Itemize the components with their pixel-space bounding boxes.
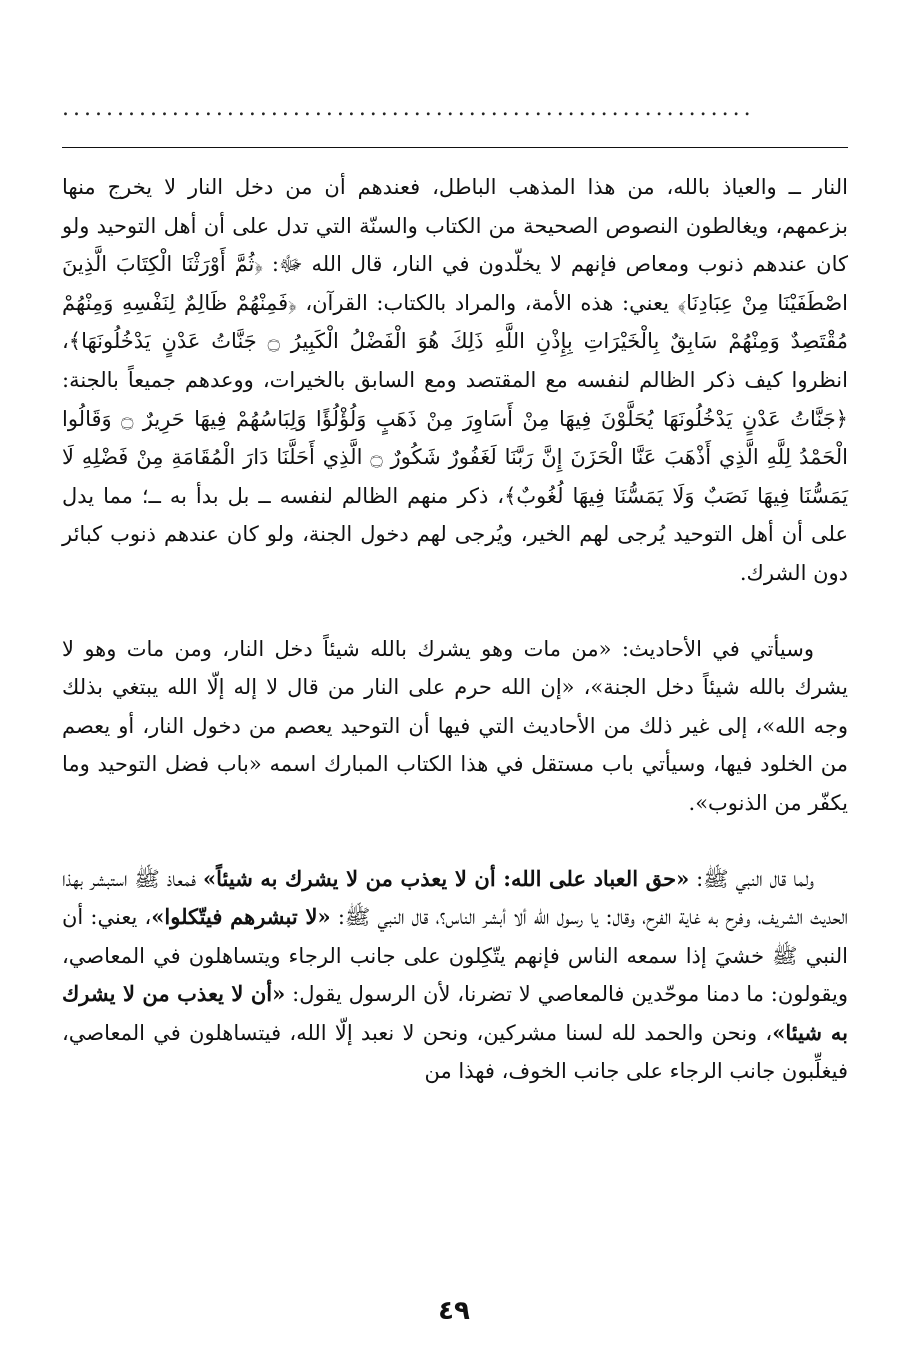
paragraph-3 [62,860,848,1092]
quran-verse-3: ﴿جَنَّاتُ عَدْنٍ يَدْخُلُونَهَا يُحَلَّوْنَ فِيهَا مِنْ أَسَاوِرَ مِنْ ذَهَبٍ وَلُؤْلُؤًا وَلِبَاسُهُمْ فِيهَا حَرِيرٌ ۝ وَقَالُوا الْحَمْدُ لِلَّهِ الَّذِي أَذْهَبَ عَنَّا الْحَزَنَ إِنَّ رَبَّنَا لَغَفُورٌ شَكُورٌ ۝ الَّذِي أَحَلَّنَا دَارَ الْمُقَامَةِ مِنْ فَضْلِهِ لَا يَمَسُّنَا فِيهَا نَصَبٌ وَلَا يَمَسُّنَا فِيهَا لُغُوبٌ﴾ [62,406,848,508]
paragraph-1-text-a: النار ــ والعياذ بالله، من هذا المذهب الباطل، فعندهم أن من دخل النار لا يخرج منها بزعمهم، ويغالطون النصوص الصحيحة من الكتاب والسنّة التي تدل على أن أهل التوحيد ولو كان عندهم ذنوب ومعاص فإنهم لا يخلّدون في النار، قال الله ﷻ: [62,175,848,277]
paragraph-3-text-d: ، يعني: أن النبي ﷺ خشيَ إذا سمعه الناس فإنهم يتّكِلون على جانب الرجاء ويتساهلون في المعاصي، ويقولون: ما دمنا موحّدين فالمعاصي لا تضرنا، لأن الرسول يقول: [62,905,849,1007]
paragraph-2-text: وسيأتي في الأحاديث: «من مات وهو يشرك بالله شيئاً دخل النار، ومن مات وهو لا يشرك بالله شيئاً دخل الجنة»، «إن الله حرم على النار من قال لا إله إلّا الله يبتغي بذلك وجه الله»، إلى غير ذلك من الأحاديث التي فيها أن التوحيد يعصم من دخول النار، أو يعصم من الخلود فيها، وسيأتي باب مستقل في هذا الكتاب المبارك اسمه «باب فضل التوحيد وما يكفّر من الذنوب». [62,636,848,815]
paragraph-1 [62,168,848,593]
paragraph-1-text-d: ، ذكر منهم الظالم لنفسه ــ بل بدأ به ــ؛ مما يدل على أن أهل التوحيد يُرجى لهم الخير، ويُرجى لهم دخول الجنة، ولو كان عندهم ذنوب كبائر دون الشرك. [62,483,848,585]
header-rule [62,147,848,148]
paragraph-1-text-b: يعني: هذه الأمة، والمراد بالكتاب: القرآن، [296,290,678,315]
paragraph-2 [62,630,848,823]
quran-verse-2: ﴿فَمِنْهُمْ ظَالِمٌ لِنَفْسِهِ وَمِنْهُمْ مُقْتَصِدٌ وَمِنْهُمْ سَابِقٌ بِالْخَيْرَاتِ بِإِذْنِ اللَّهِ ذَلِكَ هُوَ الْفَضْلُ الْكَبِيرُ ۝ جَنَّاتُ عَدْنٍ يَدْخُلُونَهَا﴾ [62,290,848,354]
paragraph-3-text-c: فمعاذ ﷺ استبشر بهذا الحديث الشريف، وفرح به غاية الفرح، وقال: يا رسول الله ألا أبشر الناس؟، قال النبي ﷺ: [62,866,848,930]
header-dotted-line: ............................................................... [62,98,755,120]
paragraph-3-text-e: ، ونحن والحمد لله لسنا مشركين، ونحن لا نعبد إلّا الله، فيتساهلون في المعاصي، فيغلِّبون جانب الرجاء على جانب الخوف، فهذا من [62,1020,848,1084]
paragraph-3-text-a: ولما قال النبي ﷺ: [689,866,814,891]
quran-verse-1: ﴿ثُمَّ أَوْرَثْنَا الْكِتَابَ الَّذِينَ اصْطَفَيْنَا مِنْ عِبَادِنَا﴾ [62,252,848,315]
page-body [62,168,848,1091]
paragraph-1-text-c: ، انظروا كيف ذكر الظالم لنفسه مع المقتصد ومع السابق بالخيرات، ووعدهم جميعاً بالجنة: [62,329,848,392]
hadith-quote-3: «أن لا يعذب من لا يشرك به شيئا» [62,981,848,1045]
page-number: ٤٩ [438,1296,470,1326]
hadith-quote-2: «لا تبشرهم فيتّكلوا» [151,904,331,930]
hadith-quote-1: «حق العباد على الله: أن لا يعذب من لا يشرك به شيئاً» [203,865,690,891]
